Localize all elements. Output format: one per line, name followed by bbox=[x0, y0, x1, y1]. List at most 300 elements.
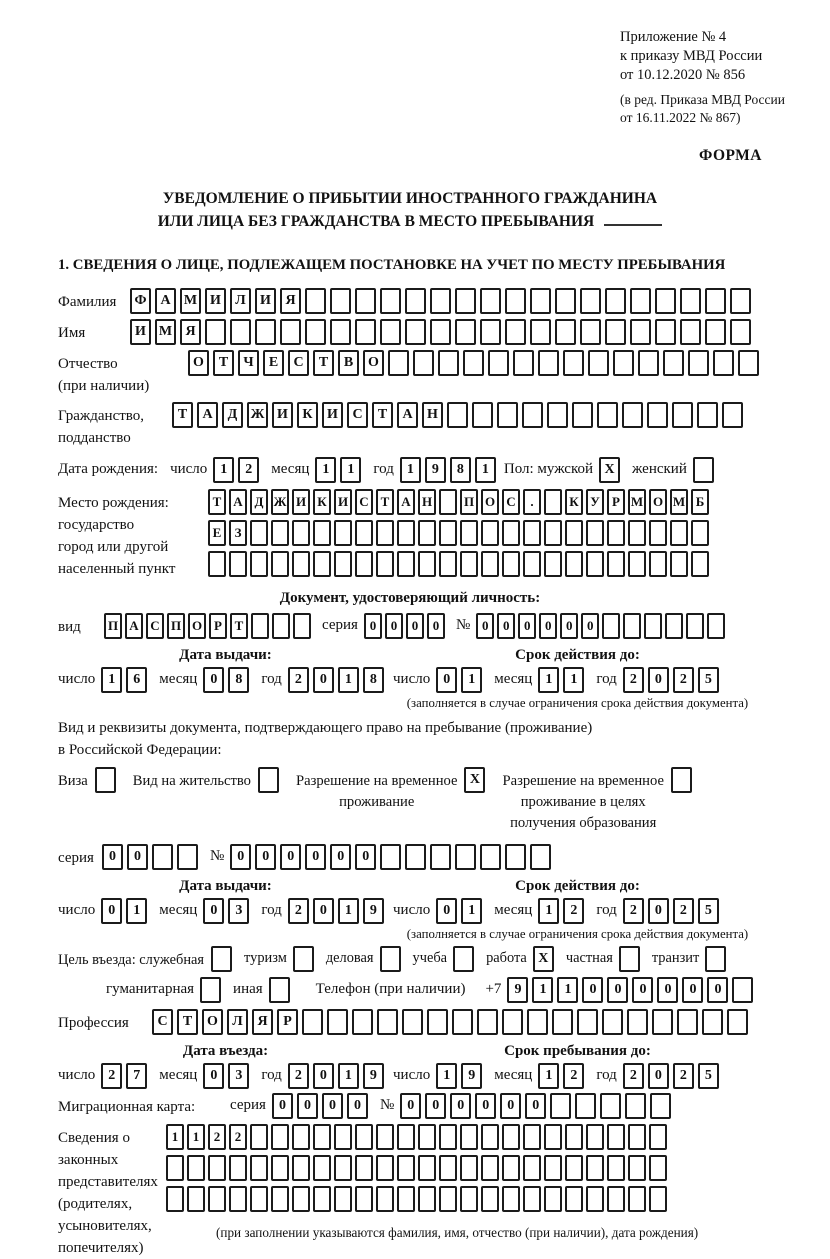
char-cell[interactable] bbox=[292, 520, 310, 546]
iddoc-valid-month[interactable] bbox=[538, 667, 588, 693]
char-cell[interactable] bbox=[271, 1124, 289, 1150]
char-cell[interactable] bbox=[95, 767, 116, 793]
char-cell[interactable] bbox=[271, 520, 289, 546]
residoc-issue-year[interactable] bbox=[288, 898, 388, 924]
char-cell[interactable] bbox=[555, 319, 576, 345]
char-cell[interactable] bbox=[355, 551, 373, 577]
char-cell[interactable] bbox=[655, 288, 676, 314]
char-cell[interactable]: А bbox=[197, 402, 218, 428]
char-cell[interactable] bbox=[497, 402, 518, 428]
char-cell[interactable]: И bbox=[322, 402, 343, 428]
char-cell[interactable] bbox=[505, 319, 526, 345]
char-cell[interactable] bbox=[355, 319, 376, 345]
char-cell[interactable] bbox=[697, 402, 718, 428]
iddoc-issue-month[interactable] bbox=[203, 667, 253, 693]
char-cell[interactable] bbox=[605, 288, 626, 314]
char-cell[interactable]: X bbox=[599, 457, 620, 483]
purpose-humanitarian-checkbox[interactable] bbox=[200, 977, 225, 1003]
char-cell[interactable] bbox=[586, 1155, 604, 1181]
char-cell[interactable] bbox=[580, 319, 601, 345]
char-cell[interactable] bbox=[671, 767, 692, 793]
residoc-issue-month[interactable] bbox=[203, 898, 253, 924]
char-cell[interactable] bbox=[463, 350, 484, 376]
residoc-valid-day[interactable] bbox=[436, 898, 486, 924]
char-cell[interactable] bbox=[565, 1124, 583, 1150]
char-cell[interactable]: Е bbox=[208, 520, 226, 546]
char-cell[interactable] bbox=[655, 319, 676, 345]
char-cell[interactable]: 8 bbox=[450, 457, 471, 483]
birthplace-line1-boxes[interactable] bbox=[208, 489, 712, 515]
char-cell[interactable] bbox=[427, 1009, 448, 1035]
char-cell[interactable] bbox=[565, 551, 583, 577]
char-cell[interactable] bbox=[255, 319, 276, 345]
char-cell[interactable] bbox=[280, 319, 301, 345]
char-cell[interactable]: К bbox=[313, 489, 331, 515]
birthplace-line3-boxes[interactable] bbox=[208, 551, 712, 577]
char-cell[interactable] bbox=[630, 288, 651, 314]
char-cell[interactable] bbox=[166, 1186, 184, 1212]
char-cell[interactable]: 0 bbox=[582, 977, 603, 1003]
char-cell[interactable] bbox=[250, 1124, 268, 1150]
char-cell[interactable]: Я bbox=[252, 1009, 273, 1035]
char-cell[interactable] bbox=[607, 520, 625, 546]
char-cell[interactable] bbox=[607, 1124, 625, 1150]
char-cell[interactable] bbox=[292, 1155, 310, 1181]
char-cell[interactable] bbox=[305, 319, 326, 345]
char-cell[interactable] bbox=[619, 946, 640, 972]
char-cell[interactable]: 0 bbox=[632, 977, 653, 1003]
char-cell[interactable] bbox=[334, 551, 352, 577]
char-cell[interactable]: А bbox=[229, 489, 247, 515]
char-cell[interactable]: 2 bbox=[673, 1063, 694, 1089]
iddoc-number-boxes[interactable] bbox=[476, 613, 728, 639]
char-cell[interactable] bbox=[550, 1093, 571, 1119]
purpose-study-checkbox[interactable] bbox=[453, 946, 478, 972]
char-cell[interactable] bbox=[480, 288, 501, 314]
char-cell[interactable] bbox=[177, 844, 198, 870]
sex-female-checkbox[interactable] bbox=[693, 457, 718, 483]
char-cell[interactable]: Ч bbox=[238, 350, 259, 376]
char-cell[interactable]: 0 bbox=[364, 613, 382, 639]
char-cell[interactable] bbox=[663, 350, 684, 376]
char-cell[interactable] bbox=[313, 1186, 331, 1212]
char-cell[interactable] bbox=[334, 520, 352, 546]
char-cell[interactable] bbox=[628, 1186, 646, 1212]
char-cell[interactable] bbox=[152, 844, 173, 870]
char-cell[interactable] bbox=[586, 551, 604, 577]
char-cell[interactable] bbox=[677, 1009, 698, 1035]
char-cell[interactable]: Ж bbox=[271, 489, 289, 515]
char-cell[interactable]: 2 bbox=[208, 1124, 226, 1150]
char-cell[interactable] bbox=[330, 319, 351, 345]
char-cell[interactable] bbox=[460, 551, 478, 577]
char-cell[interactable] bbox=[577, 1009, 598, 1035]
char-cell[interactable] bbox=[208, 551, 226, 577]
char-cell[interactable] bbox=[250, 1186, 268, 1212]
char-cell[interactable]: 0 bbox=[127, 844, 148, 870]
char-cell[interactable]: Л bbox=[227, 1009, 248, 1035]
iddoc-valid-year[interactable] bbox=[623, 667, 723, 693]
char-cell[interactable] bbox=[649, 1155, 667, 1181]
char-cell[interactable] bbox=[586, 1186, 604, 1212]
char-cell[interactable]: Н bbox=[418, 489, 436, 515]
char-cell[interactable]: 0 bbox=[313, 667, 334, 693]
char-cell[interactable] bbox=[628, 551, 646, 577]
char-cell[interactable] bbox=[544, 520, 562, 546]
char-cell[interactable]: У bbox=[586, 489, 604, 515]
char-cell[interactable] bbox=[413, 350, 434, 376]
char-cell[interactable]: 9 bbox=[363, 898, 384, 924]
char-cell[interactable]: 0 bbox=[648, 1063, 669, 1089]
char-cell[interactable] bbox=[688, 350, 709, 376]
iddoc-kind-boxes[interactable] bbox=[104, 613, 314, 639]
char-cell[interactable] bbox=[649, 1124, 667, 1150]
char-cell[interactable]: 0 bbox=[518, 613, 536, 639]
char-cell[interactable]: Б bbox=[691, 489, 709, 515]
char-cell[interactable]: Д bbox=[222, 402, 243, 428]
char-cell[interactable]: 1 bbox=[436, 1063, 457, 1089]
char-cell[interactable] bbox=[738, 350, 759, 376]
char-cell[interactable]: 2 bbox=[229, 1124, 247, 1150]
char-cell[interactable] bbox=[523, 1155, 541, 1181]
char-cell[interactable]: 5 bbox=[698, 898, 719, 924]
residoc-series-boxes[interactable] bbox=[102, 844, 202, 870]
char-cell[interactable] bbox=[563, 350, 584, 376]
char-cell[interactable]: 0 bbox=[425, 1093, 446, 1119]
char-cell[interactable]: Е bbox=[263, 350, 284, 376]
char-cell[interactable] bbox=[502, 551, 520, 577]
char-cell[interactable]: Л bbox=[230, 288, 251, 314]
char-cell[interactable] bbox=[523, 551, 541, 577]
char-cell[interactable] bbox=[605, 319, 626, 345]
residoc-valid-month[interactable] bbox=[538, 898, 588, 924]
char-cell[interactable] bbox=[672, 402, 693, 428]
char-cell[interactable]: 2 bbox=[563, 898, 584, 924]
char-cell[interactable] bbox=[607, 551, 625, 577]
char-cell[interactable] bbox=[271, 1186, 289, 1212]
char-cell[interactable]: 9 bbox=[461, 1063, 482, 1089]
char-cell[interactable] bbox=[377, 1009, 398, 1035]
char-cell[interactable]: 0 bbox=[475, 1093, 496, 1119]
char-cell[interactable] bbox=[388, 350, 409, 376]
temp-residence-education-checkbox[interactable] bbox=[671, 767, 696, 793]
char-cell[interactable]: 1 bbox=[400, 457, 421, 483]
char-cell[interactable]: И bbox=[272, 402, 293, 428]
char-cell[interactable]: О bbox=[481, 489, 499, 515]
char-cell[interactable]: 8 bbox=[363, 667, 384, 693]
char-cell[interactable] bbox=[730, 319, 751, 345]
char-cell[interactable] bbox=[438, 350, 459, 376]
char-cell[interactable] bbox=[665, 613, 683, 639]
char-cell[interactable]: М bbox=[155, 319, 176, 345]
char-cell[interactable] bbox=[447, 402, 468, 428]
char-cell[interactable]: Р bbox=[277, 1009, 298, 1035]
char-cell[interactable]: 6 bbox=[126, 667, 147, 693]
char-cell[interactable] bbox=[430, 319, 451, 345]
char-cell[interactable]: Р bbox=[607, 489, 625, 515]
char-cell[interactable]: В bbox=[338, 350, 359, 376]
char-cell[interactable] bbox=[453, 946, 474, 972]
char-cell[interactable] bbox=[472, 402, 493, 428]
char-cell[interactable]: 0 bbox=[406, 613, 424, 639]
char-cell[interactable] bbox=[397, 1155, 415, 1181]
stay-year[interactable] bbox=[623, 1063, 723, 1089]
char-cell[interactable] bbox=[376, 1186, 394, 1212]
char-cell[interactable] bbox=[418, 1186, 436, 1212]
char-cell[interactable] bbox=[580, 288, 601, 314]
char-cell[interactable] bbox=[628, 1155, 646, 1181]
char-cell[interactable] bbox=[705, 319, 726, 345]
char-cell[interactable] bbox=[355, 1124, 373, 1150]
migcard-number-boxes[interactable] bbox=[400, 1093, 675, 1119]
char-cell[interactable]: 0 bbox=[581, 613, 599, 639]
char-cell[interactable]: 0 bbox=[450, 1093, 471, 1119]
char-cell[interactable] bbox=[538, 350, 559, 376]
char-cell[interactable] bbox=[481, 1124, 499, 1150]
char-cell[interactable]: М bbox=[628, 489, 646, 515]
char-cell[interactable] bbox=[352, 1009, 373, 1035]
char-cell[interactable] bbox=[480, 319, 501, 345]
char-cell[interactable] bbox=[334, 1186, 352, 1212]
char-cell[interactable] bbox=[527, 1009, 548, 1035]
char-cell[interactable] bbox=[272, 613, 290, 639]
char-cell[interactable]: 0 bbox=[497, 613, 515, 639]
char-cell[interactable] bbox=[455, 844, 476, 870]
residoc-number-boxes[interactable] bbox=[230, 844, 555, 870]
entry-month[interactable] bbox=[203, 1063, 253, 1089]
char-cell[interactable] bbox=[722, 402, 743, 428]
char-cell[interactable]: О bbox=[202, 1009, 223, 1035]
char-cell[interactable]: И bbox=[292, 489, 310, 515]
char-cell[interactable] bbox=[271, 551, 289, 577]
char-cell[interactable] bbox=[208, 1155, 226, 1181]
char-cell[interactable] bbox=[481, 1155, 499, 1181]
char-cell[interactable] bbox=[586, 520, 604, 546]
char-cell[interactable]: С bbox=[355, 489, 373, 515]
char-cell[interactable]: 0 bbox=[648, 667, 669, 693]
char-cell[interactable] bbox=[439, 1186, 457, 1212]
char-cell[interactable]: Т bbox=[172, 402, 193, 428]
char-cell[interactable]: 0 bbox=[436, 667, 457, 693]
char-cell[interactable] bbox=[602, 613, 620, 639]
char-cell[interactable]: 0 bbox=[607, 977, 628, 1003]
char-cell[interactable]: 1 bbox=[213, 457, 234, 483]
char-cell[interactable] bbox=[271, 1155, 289, 1181]
char-cell[interactable] bbox=[530, 288, 551, 314]
char-cell[interactable] bbox=[313, 520, 331, 546]
char-cell[interactable]: 0 bbox=[102, 844, 123, 870]
char-cell[interactable]: Т bbox=[208, 489, 226, 515]
char-cell[interactable]: 0 bbox=[347, 1093, 368, 1119]
char-cell[interactable] bbox=[565, 1155, 583, 1181]
char-cell[interactable]: 2 bbox=[673, 898, 694, 924]
char-cell[interactable]: Я bbox=[180, 319, 201, 345]
char-cell[interactable]: 0 bbox=[707, 977, 728, 1003]
char-cell[interactable] bbox=[638, 350, 659, 376]
char-cell[interactable] bbox=[505, 844, 526, 870]
char-cell[interactable] bbox=[355, 1155, 373, 1181]
char-cell[interactable] bbox=[380, 319, 401, 345]
char-cell[interactable]: 0 bbox=[648, 898, 669, 924]
char-cell[interactable]: 7 bbox=[126, 1063, 147, 1089]
char-cell[interactable] bbox=[200, 977, 221, 1003]
char-cell[interactable]: 0 bbox=[560, 613, 578, 639]
char-cell[interactable]: М bbox=[670, 489, 688, 515]
char-cell[interactable] bbox=[292, 1186, 310, 1212]
char-cell[interactable] bbox=[544, 1155, 562, 1181]
char-cell[interactable]: 0 bbox=[436, 898, 457, 924]
char-cell[interactable] bbox=[630, 319, 651, 345]
char-cell[interactable] bbox=[588, 350, 609, 376]
phone-boxes[interactable] bbox=[507, 977, 757, 1003]
char-cell[interactable] bbox=[502, 1186, 520, 1212]
char-cell[interactable] bbox=[650, 1093, 671, 1119]
char-cell[interactable] bbox=[293, 613, 311, 639]
char-cell[interactable] bbox=[691, 551, 709, 577]
char-cell[interactable] bbox=[439, 1155, 457, 1181]
iddoc-issue-year[interactable] bbox=[288, 667, 388, 693]
char-cell[interactable]: 1 bbox=[187, 1124, 205, 1150]
citizenship-boxes[interactable] bbox=[172, 402, 747, 428]
char-cell[interactable] bbox=[480, 844, 501, 870]
purpose-official-checkbox[interactable] bbox=[211, 946, 236, 972]
char-cell[interactable] bbox=[405, 319, 426, 345]
char-cell[interactable] bbox=[686, 613, 704, 639]
char-cell[interactable] bbox=[334, 1155, 352, 1181]
char-cell[interactable]: 0 bbox=[322, 1093, 343, 1119]
char-cell[interactable]: 0 bbox=[313, 898, 334, 924]
char-cell[interactable] bbox=[418, 520, 436, 546]
char-cell[interactable]: 2 bbox=[288, 667, 309, 693]
char-cell[interactable] bbox=[418, 1124, 436, 1150]
birth-year-boxes[interactable] bbox=[400, 457, 500, 483]
char-cell[interactable]: 1 bbox=[126, 898, 147, 924]
char-cell[interactable] bbox=[481, 551, 499, 577]
char-cell[interactable] bbox=[523, 520, 541, 546]
char-cell[interactable] bbox=[405, 288, 426, 314]
char-cell[interactable] bbox=[530, 319, 551, 345]
char-cell[interactable]: 0 bbox=[539, 613, 557, 639]
char-cell[interactable] bbox=[376, 1124, 394, 1150]
char-cell[interactable] bbox=[229, 1186, 247, 1212]
char-cell[interactable]: С bbox=[347, 402, 368, 428]
char-cell[interactable]: 2 bbox=[623, 1063, 644, 1089]
char-cell[interactable] bbox=[627, 1009, 648, 1035]
char-cell[interactable] bbox=[397, 551, 415, 577]
char-cell[interactable] bbox=[586, 1124, 604, 1150]
char-cell[interactable]: 1 bbox=[538, 1063, 559, 1089]
char-cell[interactable]: О bbox=[649, 489, 667, 515]
char-cell[interactable] bbox=[418, 1155, 436, 1181]
char-cell[interactable] bbox=[488, 350, 509, 376]
char-cell[interactable] bbox=[380, 844, 401, 870]
char-cell[interactable] bbox=[707, 613, 725, 639]
char-cell[interactable] bbox=[292, 551, 310, 577]
char-cell[interactable]: О bbox=[188, 350, 209, 376]
char-cell[interactable] bbox=[502, 520, 520, 546]
char-cell[interactable] bbox=[623, 613, 641, 639]
birthplace-line2-boxes[interactable] bbox=[208, 520, 712, 546]
char-cell[interactable]: 3 bbox=[228, 898, 249, 924]
char-cell[interactable] bbox=[649, 1186, 667, 1212]
char-cell[interactable]: 9 bbox=[507, 977, 528, 1003]
char-cell[interactable] bbox=[187, 1186, 205, 1212]
char-cell[interactable]: 2 bbox=[288, 1063, 309, 1089]
char-cell[interactable]: П bbox=[104, 613, 122, 639]
char-cell[interactable]: Т bbox=[177, 1009, 198, 1035]
char-cell[interactable]: М bbox=[180, 288, 201, 314]
char-cell[interactable]: Д bbox=[250, 489, 268, 515]
char-cell[interactable]: П bbox=[460, 489, 478, 515]
char-cell[interactable] bbox=[552, 1009, 573, 1035]
char-cell[interactable]: Я bbox=[280, 288, 301, 314]
char-cell[interactable] bbox=[670, 520, 688, 546]
char-cell[interactable]: X bbox=[464, 767, 485, 793]
char-cell[interactable]: Р bbox=[209, 613, 227, 639]
char-cell[interactable] bbox=[330, 288, 351, 314]
char-cell[interactable] bbox=[607, 1186, 625, 1212]
iddoc-series-boxes[interactable] bbox=[364, 613, 448, 639]
birth-day-boxes[interactable] bbox=[213, 457, 263, 483]
char-cell[interactable] bbox=[555, 288, 576, 314]
char-cell[interactable]: 2 bbox=[623, 667, 644, 693]
char-cell[interactable]: 0 bbox=[203, 898, 224, 924]
char-cell[interactable] bbox=[565, 1186, 583, 1212]
char-cell[interactable]: П bbox=[167, 613, 185, 639]
char-cell[interactable]: 0 bbox=[682, 977, 703, 1003]
char-cell[interactable]: С bbox=[152, 1009, 173, 1035]
char-cell[interactable] bbox=[727, 1009, 748, 1035]
char-cell[interactable]: 1 bbox=[315, 457, 336, 483]
stay-month[interactable] bbox=[538, 1063, 588, 1089]
char-cell[interactable]: 0 bbox=[427, 613, 445, 639]
char-cell[interactable]: А bbox=[155, 288, 176, 314]
char-cell[interactable] bbox=[355, 288, 376, 314]
char-cell[interactable]: 0 bbox=[101, 898, 122, 924]
char-cell[interactable] bbox=[292, 1124, 310, 1150]
residoc-valid-year[interactable] bbox=[623, 898, 723, 924]
char-cell[interactable] bbox=[522, 402, 543, 428]
char-cell[interactable]: 0 bbox=[230, 844, 251, 870]
char-cell[interactable] bbox=[439, 551, 457, 577]
char-cell[interactable] bbox=[607, 1155, 625, 1181]
char-cell[interactable] bbox=[380, 946, 401, 972]
char-cell[interactable]: 0 bbox=[400, 1093, 421, 1119]
char-cell[interactable] bbox=[380, 288, 401, 314]
purpose-business-checkbox[interactable] bbox=[380, 946, 405, 972]
char-cell[interactable]: Н bbox=[422, 402, 443, 428]
representatives-line3-boxes[interactable] bbox=[166, 1186, 698, 1212]
char-cell[interactable] bbox=[418, 551, 436, 577]
char-cell[interactable]: Т bbox=[213, 350, 234, 376]
char-cell[interactable]: Т bbox=[230, 613, 248, 639]
char-cell[interactable] bbox=[680, 319, 701, 345]
char-cell[interactable] bbox=[405, 844, 426, 870]
char-cell[interactable] bbox=[251, 613, 269, 639]
char-cell[interactable]: 1 bbox=[532, 977, 553, 1003]
char-cell[interactable]: 0 bbox=[255, 844, 276, 870]
char-cell[interactable] bbox=[430, 288, 451, 314]
char-cell[interactable]: К bbox=[565, 489, 583, 515]
char-cell[interactable] bbox=[313, 1124, 331, 1150]
char-cell[interactable] bbox=[544, 489, 562, 515]
representatives-line2-boxes[interactable] bbox=[166, 1155, 698, 1181]
char-cell[interactable]: Ж bbox=[247, 402, 268, 428]
visa-checkbox[interactable] bbox=[95, 767, 120, 793]
birth-month-boxes[interactable] bbox=[315, 457, 365, 483]
char-cell[interactable] bbox=[544, 1186, 562, 1212]
char-cell[interactable] bbox=[334, 1124, 352, 1150]
